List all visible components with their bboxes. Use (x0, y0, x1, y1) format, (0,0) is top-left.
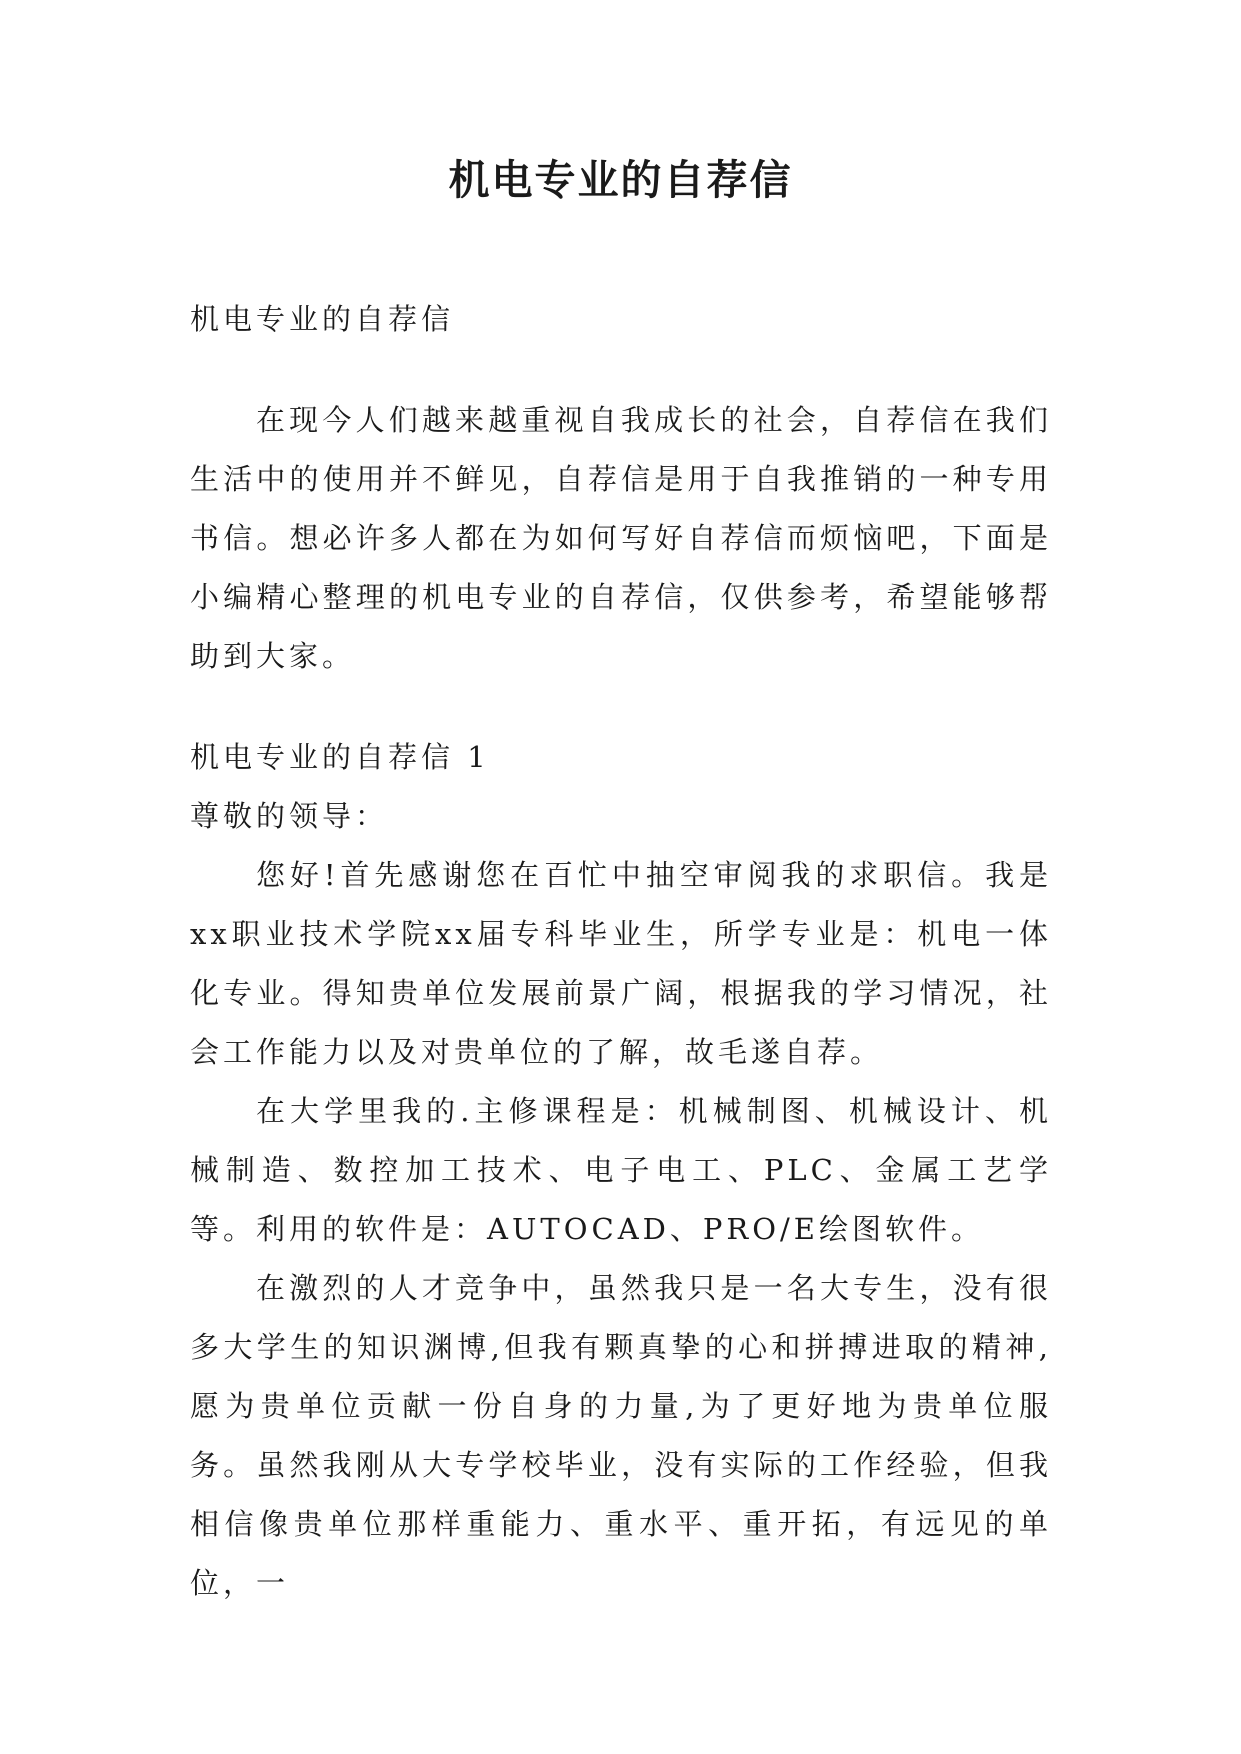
spacer (190, 686, 1052, 728)
salutation: 尊敬的领导： (190, 799, 389, 833)
intro-paragraph: 在现今人们越来越重视自我成长的社会，自荐信在我们生活中的使用并不鲜见，自荐信是用于自我推销的一种专用书信。想必许多人都在为如何写好自荐信而烦恼吧，下面是小编精心整理的机电专业的自荐信，仅供参考，希望能够帮助到大家。 (190, 403, 1052, 673)
document-body (190, 290, 1052, 1613)
body-paragraph: 您好!首先感谢您在百忙中抽空审阅我的求职信。我是xx职业技术学院xx届专科毕业生，所学专业是：机电一体化专业。得知贵单位发展前景广阔，根据我的学习情况，社会工作能力以及对贵单位的了解，故毛遂自荐。 (190, 858, 1052, 1069)
spacer (190, 349, 1052, 391)
section-heading: 机电专业的自荐信 1 (190, 740, 490, 774)
document-subtitle: 机电专业的自荐信 (190, 302, 455, 336)
document-title: 机电专业的自荐信 (448, 156, 793, 204)
body-paragraph: 在激烈的人才竞争中，虽然我只是一名大专生，没有很多大学生的知识渊博,但我有颗真挚的心和拼搏进取的精神,愿为贵单位贡献一份自身的力量,为了更好地为贵单位服务。虽然我刚从大专学校毕业，没有实际的工作经验，但我相信像贵单位那样重能力、重水平、重开拓，有远见的单位，一 (190, 1271, 1052, 1600)
body-paragraph: 在大学里我的.主修课程是：机械制图、机械设计、机械制造、数控加工技术、电子电工、PLC、金属工艺学等。利用的软件是：AUTOCAD、PRO/E绘图软件。 (190, 1094, 1052, 1246)
